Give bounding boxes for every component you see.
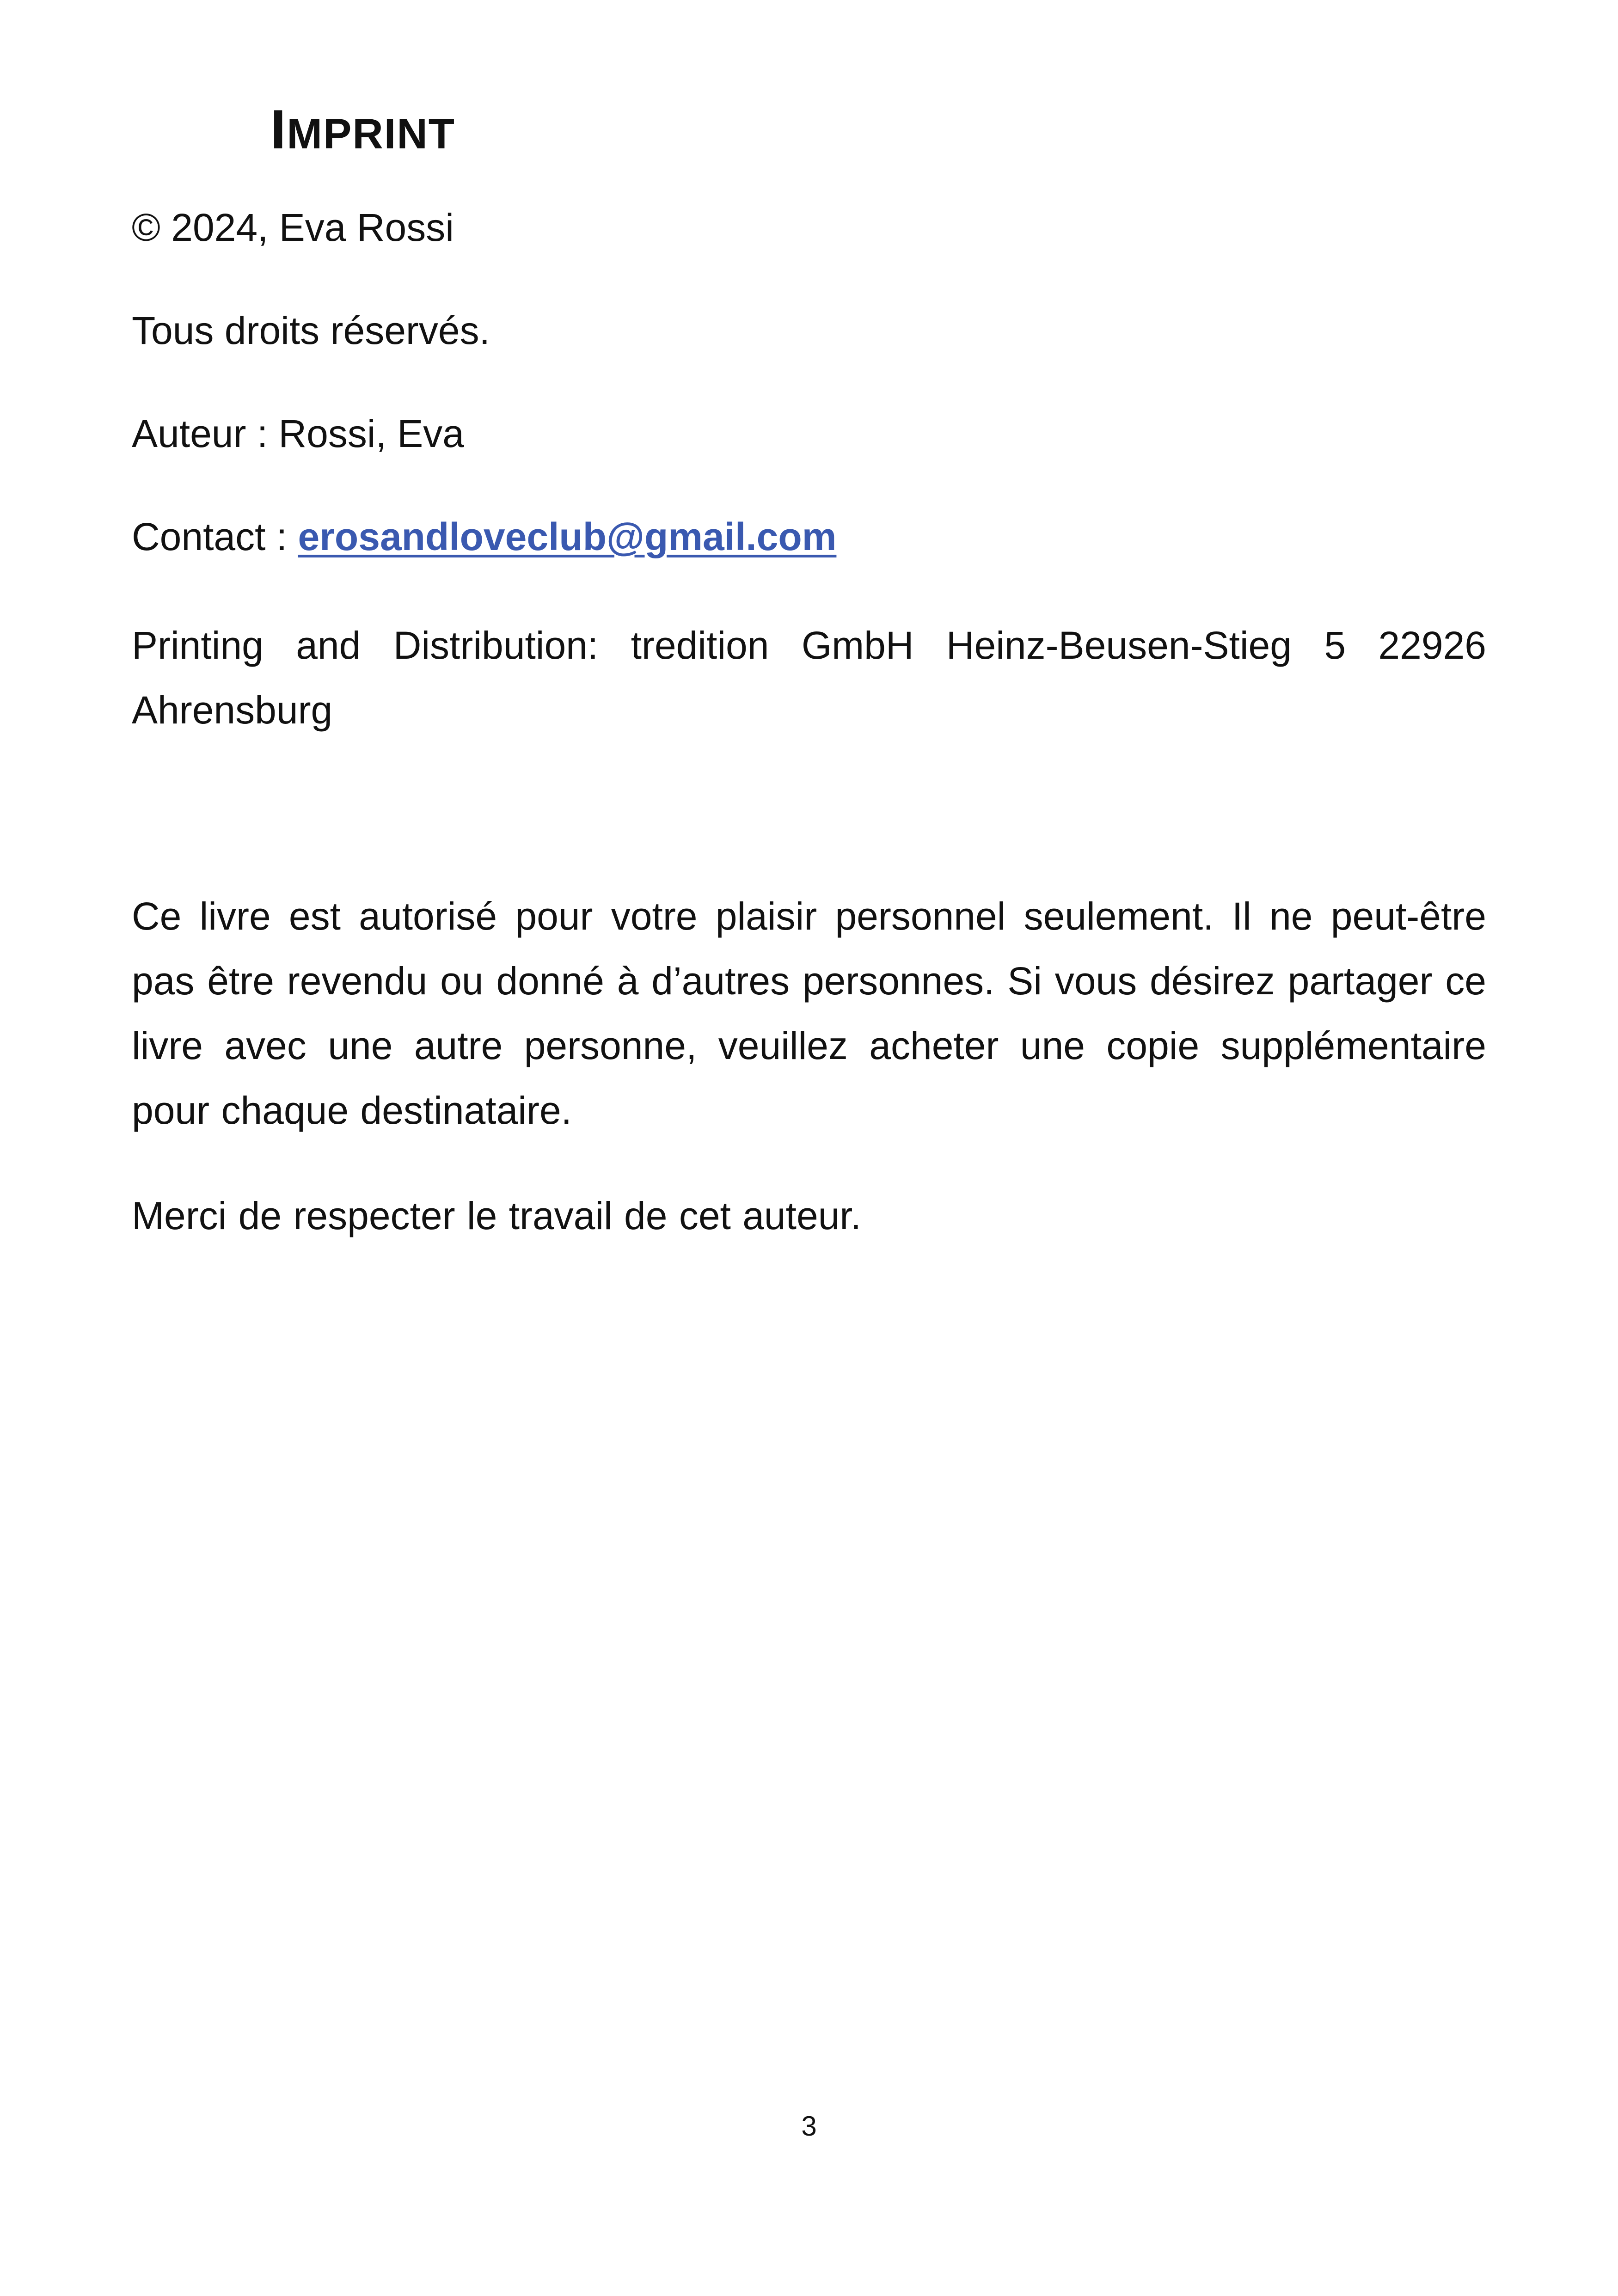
contact-email-link[interactable]: erosandloveclub@gmail.com bbox=[298, 515, 837, 558]
title-first-letter: I bbox=[270, 98, 287, 160]
copyright-line: © 2024, Eva Rossi bbox=[132, 206, 454, 249]
page-number: 3 bbox=[801, 2111, 817, 2142]
contact-label: Contact : bbox=[132, 515, 288, 558]
contact-line bbox=[132, 504, 836, 569]
rights-line: Tous droits réservés. bbox=[132, 309, 490, 352]
author-line: Auteur : Rossi, Eva bbox=[132, 412, 464, 455]
page-title bbox=[270, 95, 455, 169]
license-paragraph: Ce livre est autorisé pour votre plaisir personnel seulement. Il ne peut-être pas être revendu ou donné à d’autres personnes. Si vous désirez partager ce livre avec une autre personne, veuillez acheter une copie supplémentaire pour chaque destinataire. bbox=[132, 894, 1486, 1132]
printing-distribution-text: Printing and Distribution: tredition GmbH Heinz-Beusen-Stieg 5 22926 Ahrensburg bbox=[132, 624, 1486, 732]
thanks-line: Merci de respecter le travail de cet auteur. bbox=[132, 1194, 862, 1237]
title-rest: MPRINT bbox=[287, 110, 455, 158]
